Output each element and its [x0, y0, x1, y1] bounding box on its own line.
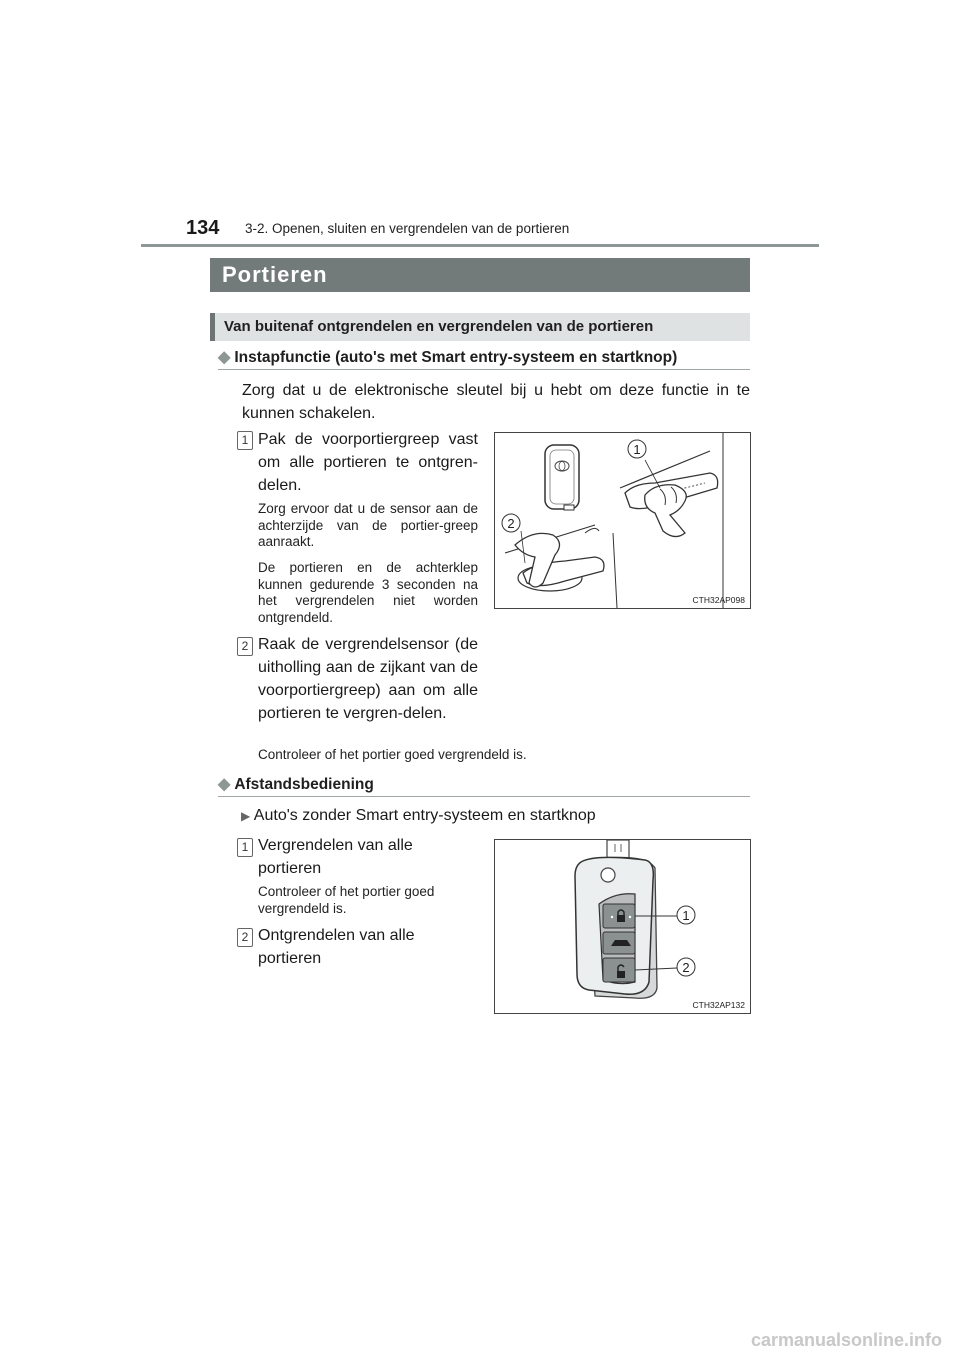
step-number-box: 2	[237, 637, 253, 656]
running-title: 3-2. Openen, sluiten en vergrendelen van de portieren	[245, 221, 570, 236]
figure-code: CTH32AP098	[692, 595, 745, 605]
remote-subheading	[241, 807, 596, 825]
entry-step-1-note-1: Zorg ervoor dat u de sensor aan de achterzijde van de portier-greep aanraakt.	[258, 501, 478, 549]
remote-step-1-note: Controleer of het portier goed vergrendeld is.	[258, 884, 435, 916]
entry-step-1-note-2: De portieren en de achterklep kunnen gedurende 3 seconden na het vergrendelen niet worden ontgrendeld.	[258, 560, 478, 625]
page-number: 134	[186, 217, 220, 239]
callout-1: 1	[682, 908, 690, 923]
remote-heading	[218, 774, 374, 794]
subsection-title: Van buitenaf ontgrendelen en vergrendelen van de portieren	[224, 318, 654, 335]
section-title: Portieren	[222, 262, 328, 287]
remote-heading-rule	[218, 796, 750, 797]
step-number-box: 2	[237, 928, 253, 947]
step-number-box: 1	[237, 838, 253, 857]
remote-subheading-text: Auto's zonder Smart entry-systeem en startknop	[253, 807, 596, 824]
entry-heading-rule	[218, 369, 750, 370]
diamond-bullet-icon: ◆	[218, 776, 231, 793]
remote-key-figure	[494, 839, 751, 1014]
door-handle-figure	[494, 432, 751, 609]
figure-code: CTH32AP132	[692, 1000, 745, 1010]
entry-intro: Zorg dat u de elektronische sleutel bij u hebt om deze functie in te kunnen schakelen.	[242, 382, 750, 422]
remote-step-2-text: Ontgrendelen van alle portieren	[258, 927, 415, 967]
subsection-marker	[210, 313, 215, 341]
entry-heading	[218, 347, 677, 367]
remote-key-illustration	[495, 840, 750, 1013]
diamond-bullet-icon: ◆	[218, 349, 231, 366]
header-rule	[141, 244, 819, 247]
watermark: carmanualsonline.info	[750, 1330, 942, 1350]
remote-heading-text: Afstandsbediening	[234, 776, 374, 793]
entry-heading-text: Instapfunctie (auto's met Smart entry-systeem en startknop)	[234, 349, 678, 366]
entry-step-1-text: Pak de voorportiergreep vast om alle portieren te ontgren-delen.	[258, 431, 478, 494]
triangle-bullet-icon: ▶	[241, 809, 251, 823]
step-number-box: 1	[237, 431, 253, 450]
callout-2: 2	[507, 516, 515, 531]
callout-2: 2	[682, 960, 690, 975]
remote-step-1-text: Vergrendelen van alle portieren	[258, 837, 413, 877]
entry-step-2-note: Controleer of het portier goed vergrendeld is.	[258, 747, 527, 762]
entry-step-2-text: Raak de vergrendelsensor (de uitholling aan de zijkant van de voorportiergreep) aan om alle portieren te vergren-delen.	[258, 636, 478, 722]
door-handle-illustration	[495, 433, 750, 608]
callout-1: 1	[633, 442, 641, 457]
